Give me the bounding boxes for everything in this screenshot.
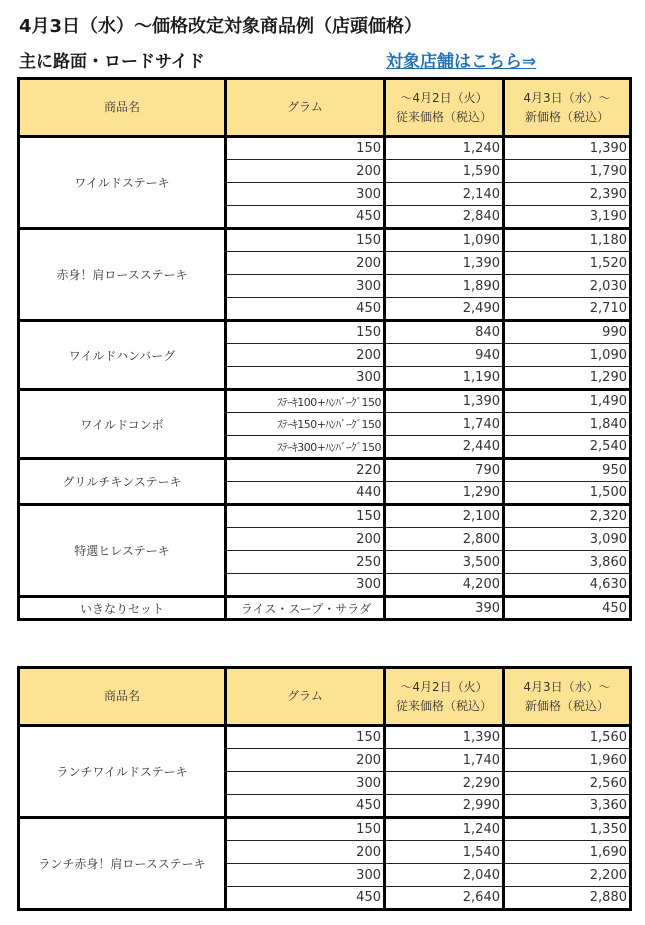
old-price-cell: 1,240 <box>385 137 504 160</box>
old-price-cell: 2,640 <box>385 887 504 910</box>
gram-cell: 150 <box>226 229 385 252</box>
old-price-cell: 2,990 <box>385 795 504 818</box>
gram-cell: 200 <box>226 252 385 275</box>
old-price-cell: 1,740 <box>385 749 504 772</box>
header-old-price-label: 従来価格（税込） <box>395 698 492 713</box>
header-new-price <box>504 668 631 726</box>
old-price-cell: 1,540 <box>385 841 504 864</box>
header-new-price <box>504 79 631 137</box>
old-price-cell: 4,200 <box>385 574 504 597</box>
gram-cell: 300 <box>226 574 385 597</box>
old-price-cell: 1,240 <box>385 818 504 841</box>
new-price-cell: 1,560 <box>504 726 631 749</box>
old-price-cell: 3,500 <box>385 551 504 574</box>
gram-cell: 300 <box>226 275 385 298</box>
old-price-cell: 390 <box>385 597 504 620</box>
gram-cell: ｽﾃｰｷ300+ﾊﾝﾊﾞｰｸﾞ150 <box>226 436 385 459</box>
product-name-cell: ワイルドステーキ <box>19 137 226 229</box>
gram-cell: 150 <box>226 818 385 841</box>
header-product-name: 商品名 <box>19 79 226 137</box>
old-price-cell: 2,490 <box>385 298 504 321</box>
header-new-price-date: 4月3日（水）～ <box>523 90 611 105</box>
old-price-cell: 2,800 <box>385 528 504 551</box>
table-body <box>19 726 631 910</box>
old-price-cell: 2,100 <box>385 505 504 528</box>
gram-cell: 300 <box>226 772 385 795</box>
old-price-cell: 1,190 <box>385 367 504 390</box>
old-price-cell: 2,290 <box>385 772 504 795</box>
new-price-cell: 1,500 <box>504 482 631 505</box>
gram-cell: 200 <box>226 528 385 551</box>
header-old-price-date: ～4月2日（火） <box>400 90 488 105</box>
old-price-cell: 2,040 <box>385 864 504 887</box>
new-price-cell: 450 <box>504 597 631 620</box>
new-price-cell: 1,390 <box>504 137 631 160</box>
new-price-cell: 2,030 <box>504 275 631 298</box>
gram-cell: 450 <box>226 795 385 818</box>
page-subtitle: 主に路面・ロードサイド <box>19 52 205 72</box>
table-row <box>19 459 631 482</box>
new-price-cell: 3,190 <box>504 206 631 229</box>
gram-cell: 150 <box>226 726 385 749</box>
table-row <box>19 597 631 620</box>
gram-cell: ｽﾃｰｷ100+ﾊﾝﾊﾞｰｸﾞ150 <box>226 390 385 413</box>
table-row <box>19 726 631 749</box>
header-old-price-date: ～4月2日（火） <box>400 679 488 694</box>
new-price-cell: 1,180 <box>504 229 631 252</box>
gram-cell: 150 <box>226 505 385 528</box>
header-gram: グラム <box>226 79 385 137</box>
new-price-cell: 950 <box>504 459 631 482</box>
new-price-cell: 1,490 <box>504 390 631 413</box>
new-price-cell: 1,520 <box>504 252 631 275</box>
product-name-cell: ワイルドコンボ <box>19 390 226 459</box>
product-name-cell: 赤身！肩ロースステーキ <box>19 229 226 321</box>
header-old-price-label: 従来価格（税込） <box>395 109 492 124</box>
gram-cell: 440 <box>226 482 385 505</box>
table-row <box>19 390 631 413</box>
old-price-cell: 1,390 <box>385 252 504 275</box>
new-price-cell: 2,560 <box>504 772 631 795</box>
new-price-cell: 1,350 <box>504 818 631 841</box>
table-row <box>19 505 631 528</box>
product-name-cell: 特選ヒレステーキ <box>19 505 226 597</box>
gram-cell: 200 <box>226 841 385 864</box>
page-title: 4月3日（水）～価格改定対象商品例（店頭価格） <box>19 16 423 37</box>
gram-cell: 300 <box>226 367 385 390</box>
table-row <box>19 321 631 344</box>
gram-cell: 450 <box>226 206 385 229</box>
product-name-cell: いきなりセット <box>19 597 226 620</box>
new-price-cell: 1,840 <box>504 413 631 436</box>
new-price-cell: 1,290 <box>504 367 631 390</box>
gram-cell: 150 <box>226 137 385 160</box>
old-price-cell: 1,590 <box>385 160 504 183</box>
price-table-main <box>17 77 632 621</box>
new-price-cell: 1,690 <box>504 841 631 864</box>
old-price-cell: 2,840 <box>385 206 504 229</box>
old-price-cell: 1,390 <box>385 726 504 749</box>
old-price-cell: 1,740 <box>385 413 504 436</box>
old-price-cell: 1,290 <box>385 482 504 505</box>
new-price-cell: 1,960 <box>504 749 631 772</box>
old-price-cell: 1,890 <box>385 275 504 298</box>
new-price-cell: 2,880 <box>504 887 631 910</box>
table-body <box>19 137 631 620</box>
old-price-cell: 2,440 <box>385 436 504 459</box>
gram-cell: ｽﾃｰｷ150+ﾊﾝﾊﾞｰｸﾞ150 <box>226 413 385 436</box>
header-product-name: 商品名 <box>19 668 226 726</box>
new-price-cell: 2,540 <box>504 436 631 459</box>
gram-cell: 150 <box>226 321 385 344</box>
header-gram: グラム <box>226 668 385 726</box>
header-new-price-label: 新価格（税込） <box>524 698 609 713</box>
gram-cell: 300 <box>226 183 385 206</box>
table-row <box>19 137 631 160</box>
new-price-cell: 1,090 <box>504 344 631 367</box>
old-price-cell: 1,390 <box>385 390 504 413</box>
gram-cell: 220 <box>226 459 385 482</box>
new-price-cell: 3,860 <box>504 551 631 574</box>
product-name-cell: グリルチキンステーキ <box>19 459 226 505</box>
new-price-cell: 2,390 <box>504 183 631 206</box>
new-price-cell: 3,360 <box>504 795 631 818</box>
new-price-cell: 2,710 <box>504 298 631 321</box>
gram-cell: 250 <box>226 551 385 574</box>
table-header-row <box>19 668 631 726</box>
new-price-cell: 990 <box>504 321 631 344</box>
header-new-price-label: 新価格（税込） <box>524 109 609 124</box>
product-name-cell: ワイルドハンバーグ <box>19 321 226 390</box>
gram-cell: 200 <box>226 160 385 183</box>
table-row <box>19 818 631 841</box>
gram-cell: 200 <box>226 749 385 772</box>
table-header-row <box>19 79 631 137</box>
header-old-price <box>385 79 504 137</box>
gram-cell: 200 <box>226 344 385 367</box>
old-price-cell: 940 <box>385 344 504 367</box>
product-name-cell: ランチ赤身！肩ロースステーキ <box>19 818 226 910</box>
old-price-cell: 840 <box>385 321 504 344</box>
header-new-price-date: 4月3日（水）～ <box>523 679 611 694</box>
new-price-cell: 1,790 <box>504 160 631 183</box>
gram-cell: ライス・スープ・サラダ <box>226 597 385 620</box>
gram-cell: 300 <box>226 864 385 887</box>
new-price-cell: 2,320 <box>504 505 631 528</box>
gram-cell: 450 <box>226 887 385 910</box>
old-price-cell: 1,090 <box>385 229 504 252</box>
old-price-cell: 790 <box>385 459 504 482</box>
table-row <box>19 229 631 252</box>
old-price-cell: 2,140 <box>385 183 504 206</box>
price-table-lunch <box>17 666 632 911</box>
gram-cell: 450 <box>226 298 385 321</box>
new-price-cell: 2,200 <box>504 864 631 887</box>
product-name-cell: ランチワイルドステーキ <box>19 726 226 818</box>
new-price-cell: 4,630 <box>504 574 631 597</box>
header-old-price <box>385 668 504 726</box>
target-stores-link[interactable]: 対象店舗はこちら⇒ <box>386 52 537 72</box>
new-price-cell: 3,090 <box>504 528 631 551</box>
